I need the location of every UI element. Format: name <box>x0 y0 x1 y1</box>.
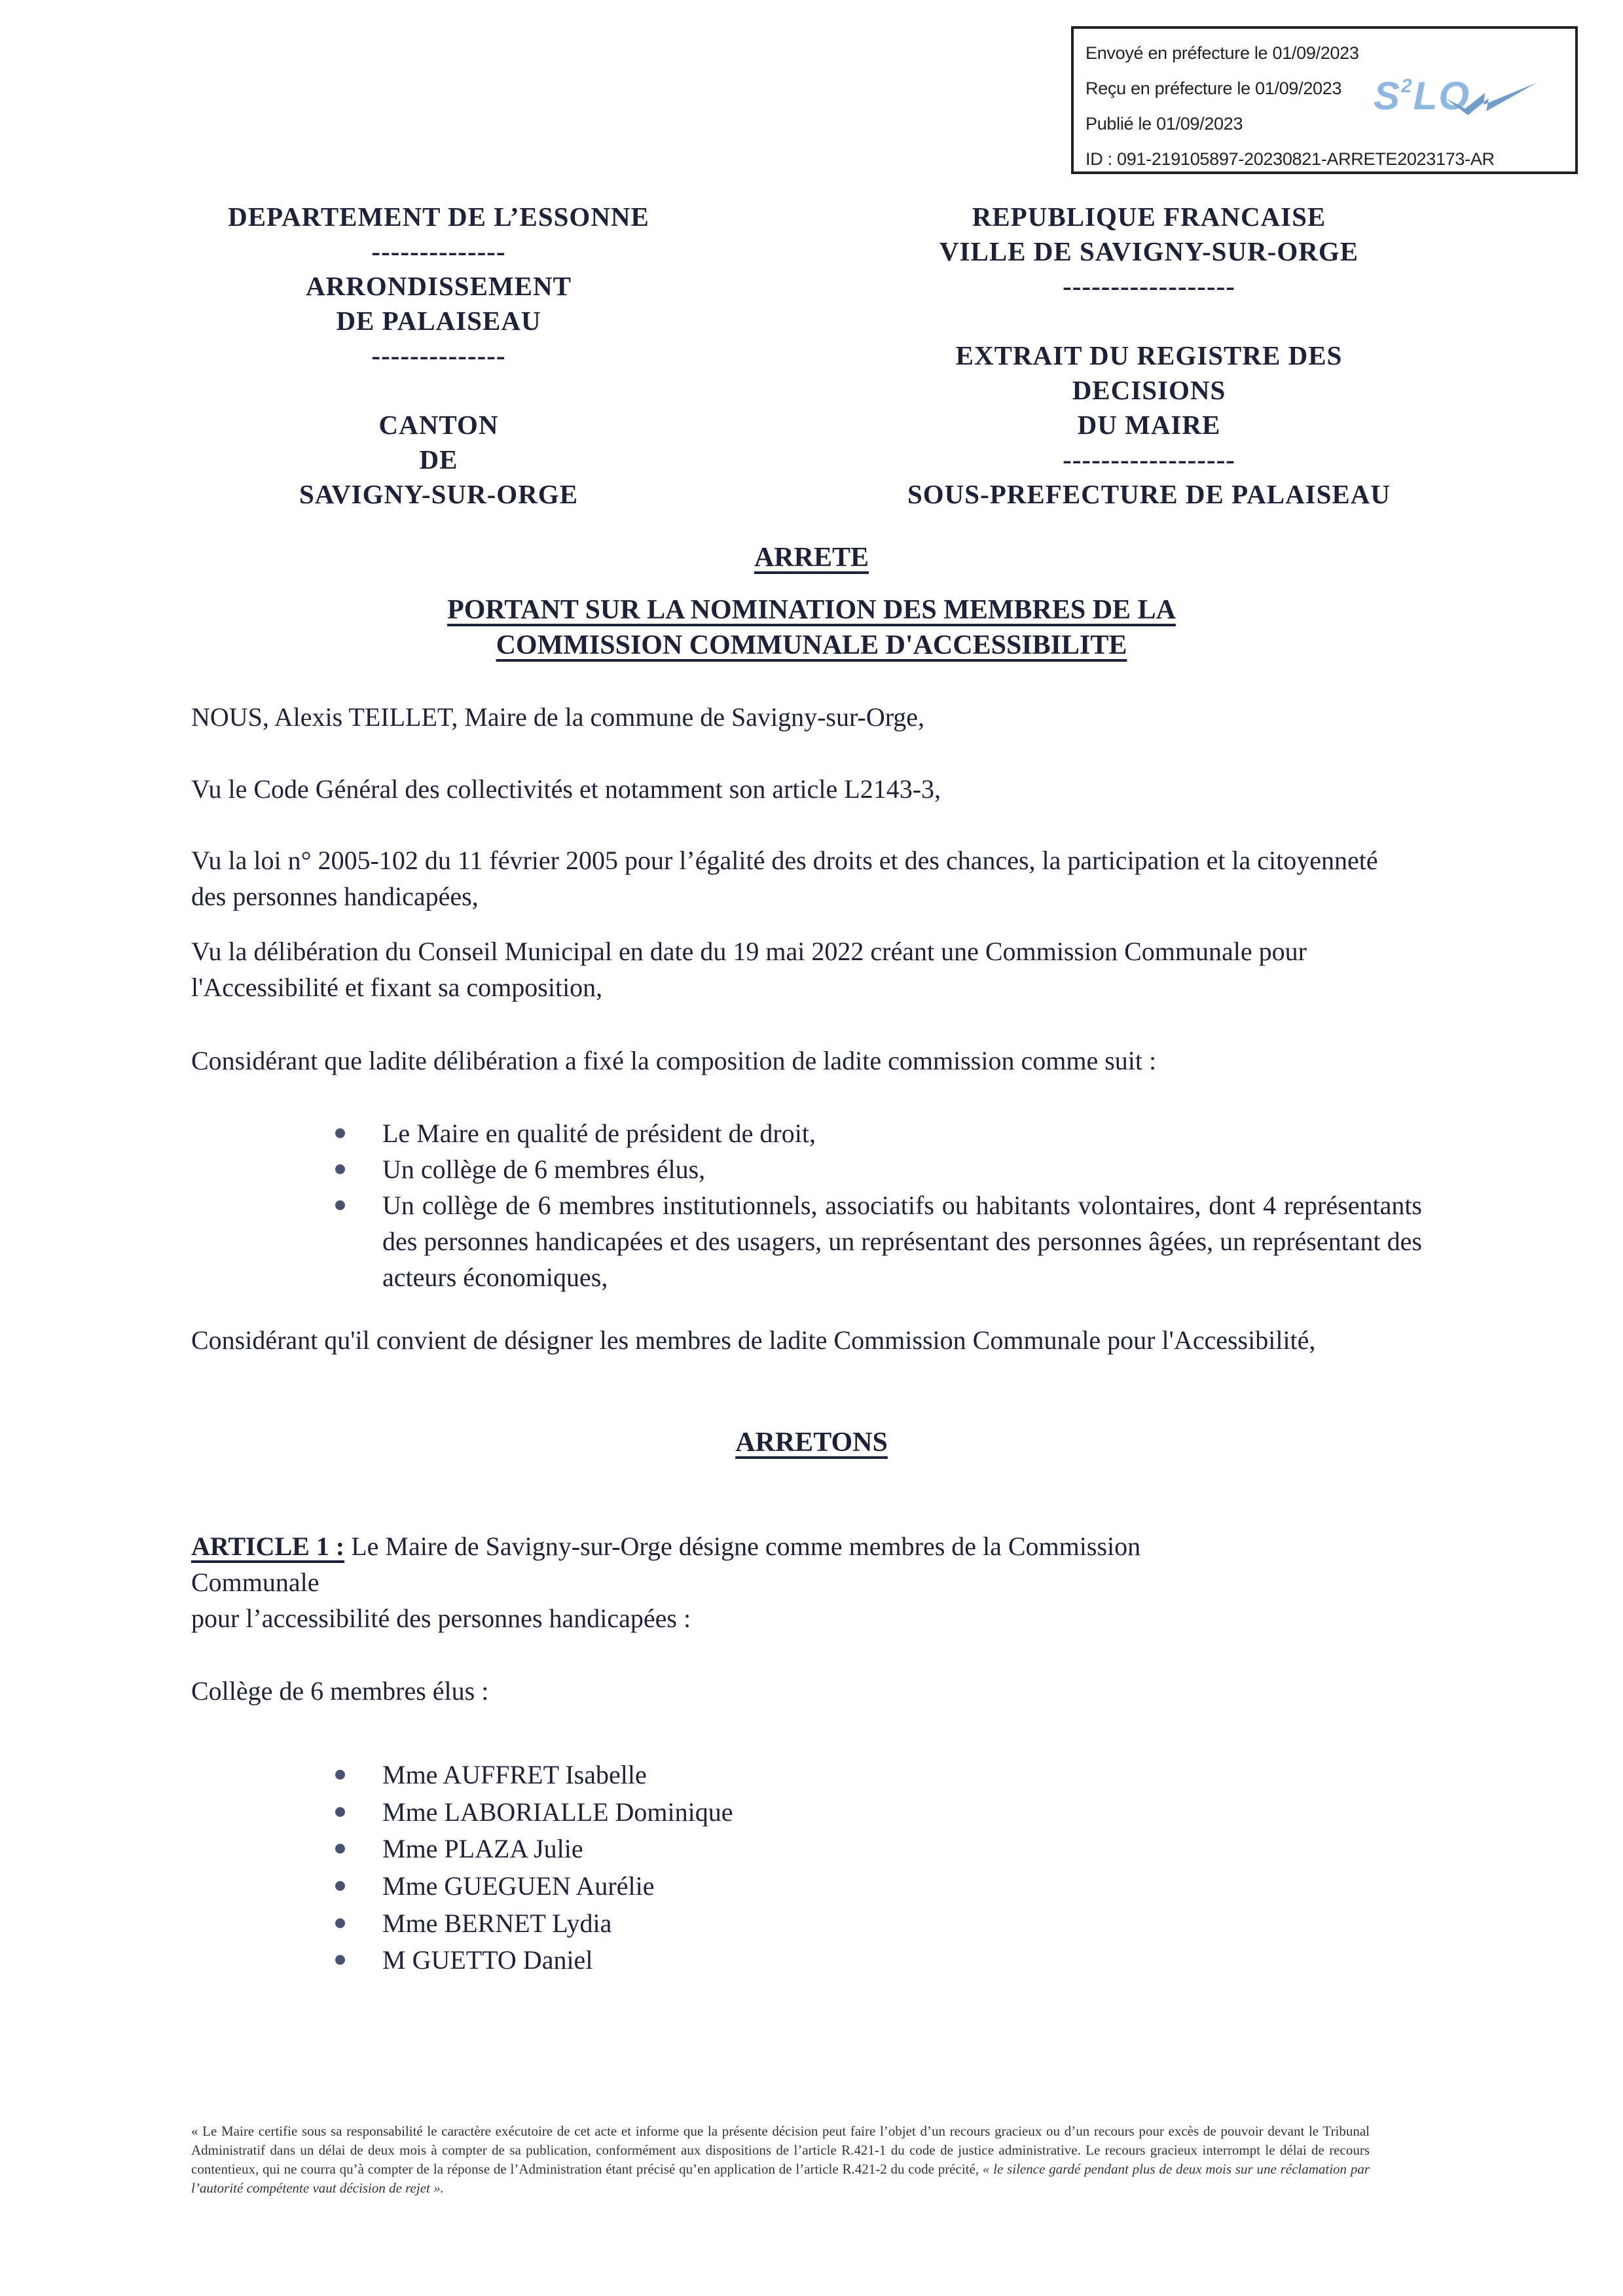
checkmark-swoosh-icon <box>1446 79 1544 118</box>
composition-item <box>335 1115 1422 1151</box>
stamp-received-date: Reçu en préfecture le 01/09/2023 <box>1085 79 1342 98</box>
canton-de: DE <box>419 444 458 475</box>
stamp-published-date: Publié le 01/09/2023 <box>1085 114 1243 134</box>
composition-item-text: Un collège de 6 membres institutionnels, associatifs ou habitants volontaires, dont 4 représentants des personnes handicapées et des usagers, un représentant des personnes âgées, un représentant des acteurs économiques, <box>382 1191 1422 1292</box>
decisions-label: DECISIONS <box>1072 375 1226 405</box>
legal-notice-quote: « le silence gardé pendant plus de deux mois sur une réclamation par l’autorité compétente vaut décision de rejet ». <box>191 2161 1370 2196</box>
bullet-icon <box>335 1770 345 1780</box>
subject-title-line-2 <box>0 628 1623 663</box>
arretons-heading <box>0 1425 1623 1460</box>
composition-item-text: Le Maire en qualité de président de droit, <box>382 1119 816 1148</box>
separator: ------------------ <box>1063 271 1235 301</box>
considerant-designation-paragraph: Considérant qu'il convient de désigner les membres de ladite Commission Communale pour l'Accessibilité, <box>191 1325 1316 1355</box>
member-name: Mme BERNET Lydia <box>382 1909 612 1938</box>
member-name: Mme LABORIALLE Dominique <box>382 1797 733 1827</box>
vu-deliberation-paragraph: Vu la délibération du Conseil Municipal en date du 19 mai 2022 créant une Commission Communale pour l'Accessibilité et fixant sa composition, <box>191 937 1307 1002</box>
vu-loi-paragraph: Vu la loi n° 2005-102 du 11 février 2005 pour l’égalité des droits et des chances, la participation et la citoyenneté des personnes handicapées, <box>191 846 1378 911</box>
article-1-text-end: pour l’accessibilité des personnes handicapées : <box>191 1604 691 1633</box>
bullet-icon <box>335 1844 345 1854</box>
arretons-heading-text: ARRETONS <box>735 1427 888 1458</box>
du-maire-label: DU MAIRE <box>1077 410 1221 440</box>
article-1-label: ARTICLE 1 : <box>191 1532 345 1561</box>
canton-label: CANTON <box>378 410 499 440</box>
considerant-composition-paragraph: Considérant que ladite délibération a fixé la composition de ladite commission comme suit : <box>191 1046 1157 1075</box>
composition-item-text: Un collège de 6 membres élus, <box>382 1155 706 1184</box>
header-right <box>881 200 1417 512</box>
bullet-icon <box>335 1881 345 1891</box>
article-1-text: Le Maire de Savigny-sur-Orge désigne comme membres de la Commission <box>344 1532 1141 1561</box>
arrondissement-name: DE PALAISEAU <box>336 306 541 336</box>
article-1 <box>191 1528 1422 1636</box>
member-list-item <box>335 1831 1422 1867</box>
member-list-item <box>335 1868 1422 1904</box>
legal-notice <box>191 2122 1370 2198</box>
subject-title-text-1: PORTANT SUR LA NOMINATION DES MEMBRES DE LA <box>447 595 1176 625</box>
separator: -------------- <box>371 236 506 266</box>
member-list-item <box>335 1757 1422 1793</box>
arrondissement-label: ARRONDISSEMENT <box>306 271 572 301</box>
s2lo-s: S <box>1374 74 1402 118</box>
arrete-title-text: ARRETE <box>754 543 869 573</box>
vu-code-paragraph: Vu le Code Général des collectivités et notamment son article L2143-3, <box>191 774 941 804</box>
header-left <box>196 200 681 512</box>
member-list-item <box>335 1905 1422 1941</box>
bullet-icon <box>335 1807 345 1817</box>
departement-label: DEPARTEMENT DE L’ESSONNE <box>228 202 649 232</box>
s2lo-lo: LO <box>1413 74 1471 118</box>
nous-paragraph: NOUS, Alexis TEILLET, Maire de la commune de Savigny-sur-Orge, <box>191 702 925 732</box>
bullet-icon <box>335 1128 345 1138</box>
member-name: M GUETTO Daniel <box>382 1945 593 1975</box>
arrete-title <box>0 540 1623 575</box>
bullet-icon <box>335 1200 345 1210</box>
stamp-act-id: ID : 091-219105897-20230821-ARRETE2023173-AR <box>1085 149 1495 169</box>
member-name: Mme GUEGUEN Aurélie <box>382 1871 655 1901</box>
composition-item <box>335 1187 1422 1295</box>
stamp-sent-date: Envoyé en préfecture le 01/09/2023 <box>1085 43 1359 63</box>
separator: ------------------ <box>1063 444 1235 475</box>
member-list-item <box>335 1794 1422 1830</box>
prefecture-stamp <box>1071 26 1578 174</box>
composition-item <box>335 1151 1422 1187</box>
ville-label: VILLE DE SAVIGNY-SUR-ORGE <box>939 236 1359 266</box>
subject-title-line-1 <box>0 592 1623 628</box>
college-label: Collège de 6 membres élus : <box>191 1676 489 1706</box>
member-name: Mme PLAZA Julie <box>382 1834 583 1863</box>
s2lo-sup: 2 <box>1401 75 1413 97</box>
bullet-icon <box>335 1955 345 1965</box>
sous-prefecture-label: SOUS-PREFECTURE DE PALAISEAU <box>907 479 1391 509</box>
article-1-text-cont: Communale <box>191 1568 319 1597</box>
bullet-icon <box>335 1164 345 1174</box>
member-list-item <box>335 1942 1422 1978</box>
subject-title-text-2: COMMISSION COMMUNALE D'ACCESSIBILITE <box>496 630 1127 660</box>
republique-label: REPUBLIQUE FRANCAISE <box>972 202 1326 232</box>
member-name: Mme AUFFRET Isabelle <box>382 1760 647 1789</box>
s2lo-logo <box>1374 73 1544 119</box>
extrait-label: EXTRAIT DU REGISTRE DES <box>955 340 1343 370</box>
legal-notice-text: « Le Maire certifie sous sa responsabilité le caractère exécutoire de cet acte et informe que la présente décision peut faire l’objet d’un recours gracieux ou d’un recours pour excès de pouvoir devant le Tribunal Administratif dans un délai de deux mois à compter de sa publication, conformément aux dispositions de l’article R.421-1 du code de justice administrative. Le recours gracieux interrompt le délai de recours contentieux, qui ne courra qu’à compter de la réponse de l’Administration étant précisé qu’en application de l’article R.421-2 du code précité, <box>191 2123 1370 2177</box>
bullet-icon <box>335 1918 345 1928</box>
separator: -------------- <box>371 340 506 370</box>
canton-name: SAVIGNY-SUR-ORGE <box>299 479 579 509</box>
